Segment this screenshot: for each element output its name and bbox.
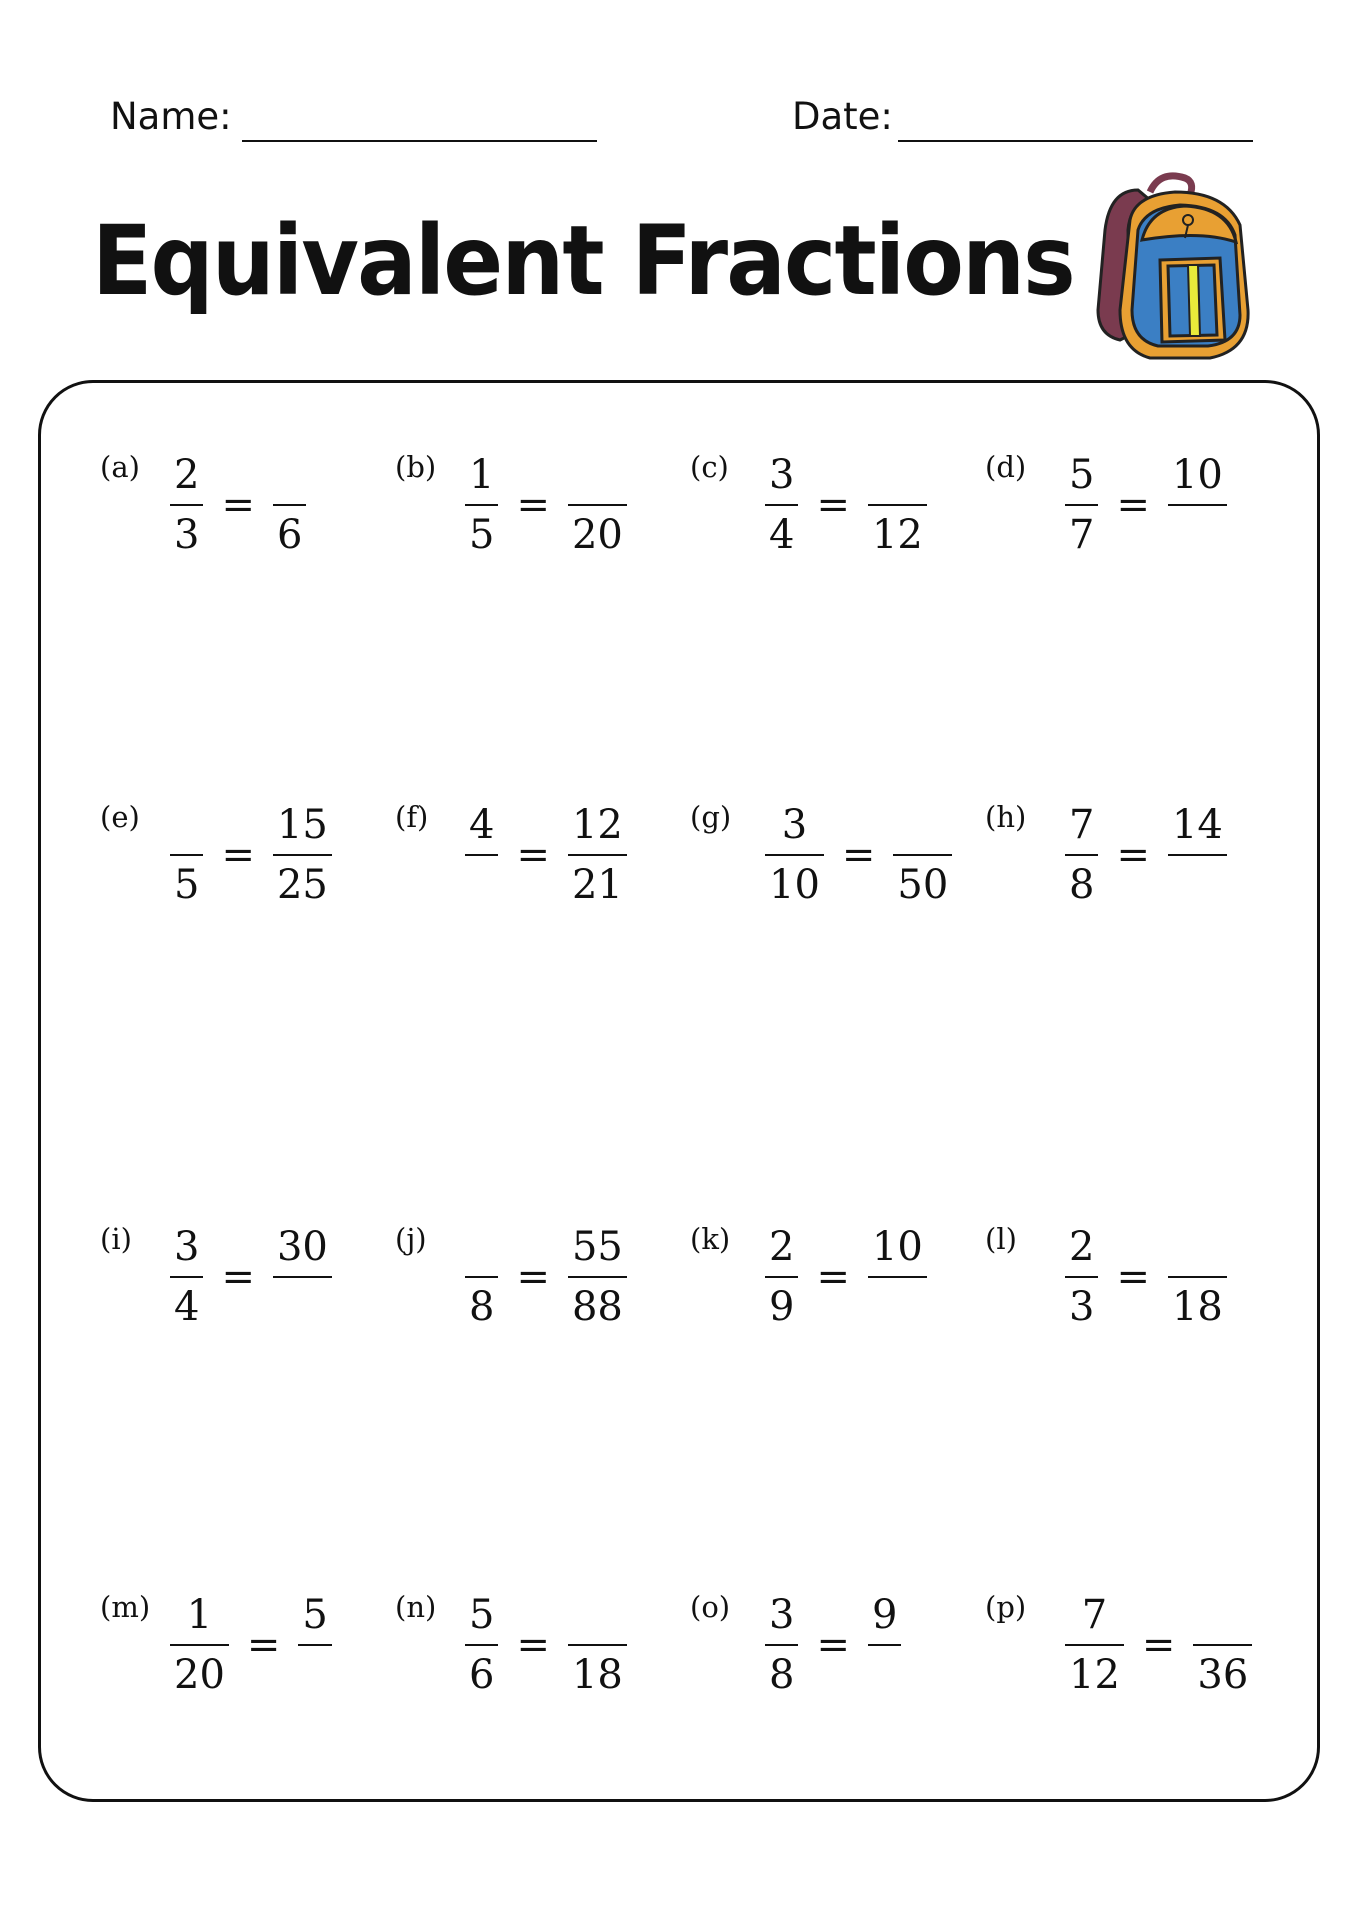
- numerator: 3: [781, 802, 808, 848]
- fraction-bar: [765, 504, 798, 506]
- name-label: Name:: [110, 95, 232, 138]
- numerator: 14: [1171, 802, 1223, 848]
- fraction-equation: [765, 450, 927, 560]
- equals-sign: =: [516, 832, 550, 878]
- numerator: 15: [276, 802, 328, 848]
- fraction-equation: [170, 1590, 332, 1700]
- left-fraction: [1065, 1590, 1124, 1700]
- equals-sign: =: [516, 1622, 550, 1668]
- problem-label: (f): [395, 800, 429, 834]
- left-fraction: [1065, 450, 1098, 560]
- numerator: 3: [769, 452, 795, 498]
- denominator: 5: [469, 512, 495, 558]
- fraction-equation: [1065, 1590, 1252, 1700]
- denominator: 6: [276, 512, 303, 558]
- denominator: 18: [1171, 1284, 1223, 1330]
- blank-denominator[interactable]: [1193, 510, 1201, 560]
- fraction-bar: [568, 504, 627, 506]
- fraction-bar: [465, 1276, 498, 1278]
- numerator: 1: [186, 1592, 213, 1638]
- fraction-bar: [765, 1644, 798, 1646]
- numerator: 3: [769, 1592, 795, 1638]
- left-fraction: [465, 1590, 498, 1700]
- right-fraction: [1168, 800, 1227, 910]
- equals-sign: =: [246, 1622, 281, 1668]
- equals-sign: =: [1141, 1622, 1176, 1668]
- problem-label: (k): [690, 1222, 731, 1256]
- left-fraction: [765, 1222, 798, 1332]
- left-fraction: [170, 800, 203, 910]
- equals-sign: =: [816, 1622, 850, 1668]
- left-fraction: [465, 800, 498, 910]
- denominator: 10: [769, 862, 820, 908]
- right-fraction: [298, 1590, 331, 1700]
- problem-label: (c): [690, 450, 729, 484]
- fraction-bar: [868, 504, 927, 506]
- fraction-bar: [1168, 1276, 1227, 1278]
- problem-label: (m): [100, 1590, 151, 1624]
- denominator: 36: [1197, 1652, 1249, 1698]
- fraction-bar: [568, 1276, 627, 1278]
- right-fraction: [1168, 1222, 1227, 1332]
- blank-numerator[interactable]: [593, 1590, 601, 1640]
- page-title: Equivalent Fractions: [92, 205, 1074, 317]
- denominator: 20: [571, 512, 623, 558]
- fraction-equation: [465, 1222, 627, 1332]
- numerator: 12: [571, 802, 623, 848]
- fraction-bar: [465, 854, 498, 856]
- denominator: 12: [871, 512, 923, 558]
- denominator: 25: [276, 862, 328, 908]
- fraction-bar: [273, 1276, 332, 1278]
- numerator: 9: [871, 1592, 898, 1638]
- right-fraction: [1168, 450, 1227, 560]
- fraction-bar: [465, 504, 498, 506]
- fraction-bar: [170, 1644, 229, 1646]
- left-fraction: [170, 1222, 203, 1332]
- fraction-bar: [1065, 1644, 1124, 1646]
- right-fraction: [1193, 1590, 1252, 1700]
- fraction-equation: [465, 1590, 627, 1700]
- blank-numerator[interactable]: [183, 800, 191, 850]
- fraction-equation: [170, 1222, 332, 1332]
- fraction-equation: [1065, 800, 1227, 910]
- left-fraction: [765, 800, 824, 910]
- problem-label: (l): [985, 1222, 1017, 1256]
- right-fraction: [273, 450, 306, 560]
- fraction-bar: [765, 854, 824, 856]
- equals-sign: =: [816, 1254, 850, 1300]
- numerator: 10: [871, 1224, 923, 1270]
- fraction-equation: [170, 450, 306, 560]
- fraction-bar: [170, 504, 203, 506]
- problem-label: (b): [395, 450, 437, 484]
- numerator: 5: [302, 1592, 328, 1638]
- problems-panel: [38, 380, 1320, 1802]
- backpack-icon: [1090, 170, 1260, 370]
- equals-sign: =: [816, 482, 850, 528]
- denominator: 3: [174, 512, 200, 558]
- fraction-equation: [465, 450, 627, 560]
- blank-numerator[interactable]: [478, 1222, 486, 1272]
- left-fraction: [465, 1222, 498, 1332]
- fraction-bar: [1065, 854, 1098, 856]
- problem-label: (h): [985, 800, 1027, 834]
- left-fraction: [1065, 800, 1098, 910]
- right-fraction: [568, 1222, 627, 1332]
- fraction-bar: [568, 1644, 627, 1646]
- denominator: 6: [469, 1652, 495, 1698]
- fraction-bar: [1168, 854, 1227, 856]
- numerator: 7: [1081, 1592, 1108, 1638]
- denominator: 7: [1069, 512, 1095, 558]
- blank-denominator[interactable]: [311, 1650, 319, 1700]
- blank-denominator[interactable]: [893, 1282, 901, 1332]
- problem-label: (g): [690, 800, 732, 834]
- blank-numerator[interactable]: [893, 450, 901, 500]
- equals-sign: =: [1116, 832, 1150, 878]
- fraction-bar: [893, 854, 952, 856]
- denominator: 88: [571, 1284, 623, 1330]
- right-fraction: [568, 800, 627, 910]
- denominator: 50: [897, 862, 949, 908]
- problem-label: (d): [985, 450, 1027, 484]
- date-label: Date:: [792, 95, 893, 138]
- denominator: 8: [469, 1284, 495, 1330]
- left-fraction: [465, 450, 498, 560]
- numerator: 10: [1171, 452, 1223, 498]
- denominator: 12: [1069, 1652, 1120, 1698]
- fraction-bar: [170, 854, 203, 856]
- equals-sign: =: [1116, 1254, 1150, 1300]
- problem-label: (o): [690, 1590, 731, 1624]
- denominator: 4: [174, 1284, 200, 1330]
- numerator: 7: [1069, 802, 1095, 848]
- right-fraction: [273, 1222, 332, 1332]
- denominator: 4: [769, 512, 795, 558]
- right-fraction: [868, 1222, 927, 1332]
- denominator: 8: [769, 1652, 795, 1698]
- fraction-bar: [868, 1276, 927, 1278]
- fraction-equation: [765, 1222, 927, 1332]
- equals-sign: =: [516, 482, 550, 528]
- fraction-bar: [568, 854, 627, 856]
- fraction-equation: [170, 800, 332, 910]
- right-fraction: [568, 1590, 627, 1700]
- left-fraction: [765, 1590, 798, 1700]
- left-fraction: [170, 450, 203, 560]
- problem-label: (a): [100, 450, 140, 484]
- fraction-bar: [170, 1276, 203, 1278]
- fraction-bar: [273, 854, 332, 856]
- equals-sign: =: [841, 832, 876, 878]
- fraction-bar: [1065, 1276, 1098, 1278]
- fraction-equation: [765, 800, 952, 910]
- blank-numerator[interactable]: [1193, 1222, 1201, 1272]
- fraction-bar: [1193, 1644, 1252, 1646]
- fraction-bar: [298, 1644, 331, 1646]
- left-fraction: [1065, 1222, 1098, 1332]
- fraction-equation: [765, 1590, 901, 1700]
- numerator: 2: [174, 452, 200, 498]
- left-fraction: [170, 1590, 229, 1700]
- blank-numerator[interactable]: [1219, 1590, 1227, 1640]
- numerator: 5: [1069, 452, 1095, 498]
- numerator: 1: [469, 452, 495, 498]
- right-fraction: [868, 1590, 901, 1700]
- numerator: 3: [174, 1224, 200, 1270]
- problem-label: (p): [985, 1590, 1027, 1624]
- blank-denominator[interactable]: [881, 1650, 889, 1700]
- equals-sign: =: [221, 832, 255, 878]
- equals-sign: =: [221, 1254, 255, 1300]
- equals-sign: =: [516, 1254, 550, 1300]
- right-fraction: [893, 800, 952, 910]
- blank-denominator[interactable]: [1193, 860, 1201, 910]
- equals-sign: =: [221, 482, 255, 528]
- date-line[interactable]: [898, 140, 1253, 142]
- left-fraction: [765, 450, 798, 560]
- numerator: 2: [1069, 1224, 1095, 1270]
- blank-denominator[interactable]: [298, 1282, 306, 1332]
- denominator: 21: [571, 862, 623, 908]
- denominator: 18: [571, 1652, 623, 1698]
- denominator: 20: [174, 1652, 225, 1698]
- blank-numerator[interactable]: [919, 800, 927, 850]
- numerator: 30: [276, 1224, 328, 1270]
- problem-label: (e): [100, 800, 140, 834]
- problem-label: (i): [100, 1222, 132, 1256]
- denominator: 5: [174, 862, 200, 908]
- fraction-bar: [765, 1276, 798, 1278]
- fraction-bar: [1168, 504, 1227, 506]
- right-fraction: [568, 450, 627, 560]
- blank-numerator[interactable]: [286, 450, 294, 500]
- blank-denominator[interactable]: [478, 860, 486, 910]
- fraction-bar: [868, 1644, 901, 1646]
- problem-label: (j): [395, 1222, 427, 1256]
- equals-sign: =: [1116, 482, 1150, 528]
- numerator: 5: [469, 1592, 495, 1638]
- blank-numerator[interactable]: [593, 450, 601, 500]
- denominator: 8: [1069, 862, 1095, 908]
- numerator: 4: [469, 802, 495, 848]
- fraction-bar: [273, 504, 306, 506]
- problem-label: (n): [395, 1590, 437, 1624]
- fraction-equation: [1065, 450, 1227, 560]
- numerator: 2: [769, 1224, 795, 1270]
- right-fraction: [868, 450, 927, 560]
- denominator: 9: [769, 1284, 795, 1330]
- fraction-bar: [1065, 504, 1098, 506]
- right-fraction: [273, 800, 332, 910]
- name-line[interactable]: [242, 140, 597, 142]
- denominator: 3: [1069, 1284, 1095, 1330]
- numerator: 55: [571, 1224, 623, 1270]
- fraction-equation: [1065, 1222, 1227, 1332]
- fraction-bar: [465, 1644, 498, 1646]
- fraction-equation: [465, 800, 627, 910]
